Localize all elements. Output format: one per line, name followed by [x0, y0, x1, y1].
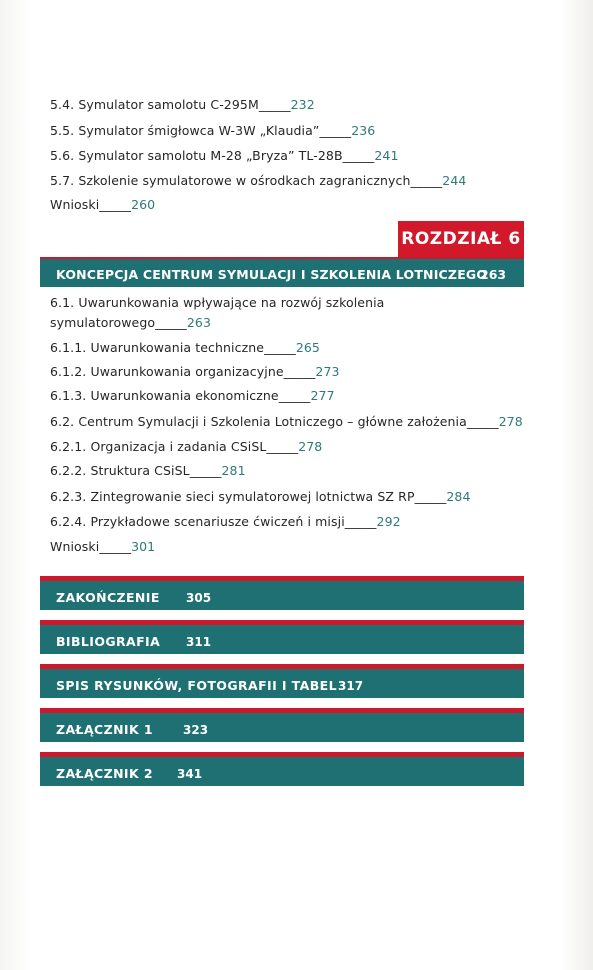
toc-entry-text: 6.2.2. Struktura CSiSL: [50, 463, 190, 478]
section-title: ZAŁĄCZNIK 2: [56, 766, 153, 781]
section-bar-zalacznik-1[interactable]: [40, 708, 524, 742]
toc-leader: _____: [319, 123, 352, 138]
toc-page-number: 278: [498, 414, 523, 429]
toc-page-number: 273: [315, 364, 340, 379]
toc-entry-6-1-1[interactable]: [50, 340, 320, 355]
section-title: ZAŁĄCZNIK 1: [56, 722, 153, 737]
section-page-number: 311: [186, 635, 212, 649]
toc-entry-text: 6.2.4. Przykładowe scenariusze ćwiczeń i misji: [50, 514, 345, 529]
toc-entry-6-1-3[interactable]: [50, 388, 335, 403]
toc-entry-text: Wnioski: [50, 539, 100, 554]
toc-entry-5-7[interactable]: [50, 173, 466, 188]
toc-leader: _____: [344, 514, 377, 529]
toc-page-number: 236: [351, 123, 376, 138]
toc-leader: _____: [258, 97, 291, 112]
toc-leader: _____: [99, 539, 132, 554]
toc-entry-6-1[interactable]: [50, 295, 384, 310]
toc-page-number: 277: [310, 388, 335, 403]
chapter-label: ROZDZIAŁ 6: [398, 221, 524, 257]
toc-page-number: 281: [221, 463, 246, 478]
chapter-page-number: 263: [480, 267, 507, 282]
chapter-title-bar[interactable]: [40, 257, 524, 287]
toc-entry-text: Wnioski: [50, 197, 100, 212]
toc-leader: _____: [189, 463, 222, 478]
toc-entry-6-2-1[interactable]: [50, 439, 322, 454]
toc-entry-text: 6.2.3. Zintegrowanie sieci symulatorowej lotnictwa SZ RP: [50, 489, 415, 504]
toc-page-number: 263: [186, 315, 212, 330]
toc-leader: _____: [99, 197, 132, 212]
section-bar-zalacznik-2[interactable]: [40, 752, 524, 786]
toc-page-number: 232: [290, 97, 315, 112]
toc-page-number: 278: [298, 439, 323, 454]
toc-leader: _____: [266, 439, 299, 454]
toc-page-number: 301: [131, 539, 156, 554]
toc-leader: _____: [466, 414, 499, 429]
toc-entry-6-2-3[interactable]: [50, 489, 471, 504]
chapter-title: KONCEPCJA CENTRUM SYMULACJI I SZKOLENIA LOTNICZEGO: [56, 267, 488, 282]
section-page-number: 305: [186, 591, 212, 605]
toc-entry-text: 5.6. Symulator samolotu M-28 „Bryza” TL-28B: [50, 148, 343, 163]
toc-entry-6-2-4[interactable]: [50, 514, 401, 529]
toc-leader: _____: [155, 315, 187, 330]
toc-page-number: 284: [446, 489, 471, 504]
section-title: ZAKOŃCZENIE: [56, 590, 160, 605]
toc-leader: _____: [342, 148, 375, 163]
section-title: BIBLIOGRAFIA: [56, 634, 161, 649]
toc-leader: _____: [410, 173, 443, 188]
toc-leader: _____: [278, 388, 311, 403]
toc-page-number: 241: [374, 148, 399, 163]
toc-entry-text: 5.7. Szkolenie symulatorowe w ośrodkach zagranicznych: [50, 173, 411, 188]
toc-entry-6-1-2[interactable]: [50, 364, 340, 379]
section-page-number: 323: [183, 723, 209, 737]
toc-page-number: 292: [376, 514, 401, 529]
toc-entry-text: 6.2. Centrum Symulacji i Szkolenia Lotniczego – główne założenia: [50, 414, 467, 429]
toc-entry-5-5[interactable]: [50, 123, 375, 138]
toc-entry-wnioski-5[interactable]: [50, 197, 155, 212]
toc-entry-text: 6.1.3. Uwarunkowania ekonomiczne: [50, 388, 279, 403]
toc-entry-6-2-2[interactable]: [50, 463, 246, 478]
toc-page-number: 260: [131, 197, 156, 212]
section-bar-bibliografia[interactable]: [40, 620, 524, 654]
section-bar-spis-rysunkow[interactable]: [40, 664, 524, 698]
section-bar-zakonczenie[interactable]: [40, 576, 524, 610]
toc-entry-6-1-cont[interactable]: [50, 315, 211, 330]
toc-entry-text: 6.1. Uwarunkowania wpływające na rozwój szkolenia: [50, 295, 385, 310]
toc-leader: _____: [283, 364, 316, 379]
section-page-number: 317: [338, 679, 364, 693]
section-title: SPIS RYSUNKÓW, FOTOGRAFII I TABEL: [56, 678, 337, 693]
toc-entry-text: 5.4. Symulator samolotu C-295M: [50, 97, 259, 112]
toc-entry-5-4[interactable]: [50, 97, 315, 112]
toc-entry-text: 6.2.1. Organizacja i zadania CSiSL: [50, 439, 267, 454]
toc-entry-wnioski-6[interactable]: [50, 539, 155, 554]
toc-entry-text: 5.5. Symulator śmigłowca W-3W „Klaudia”: [50, 123, 320, 138]
toc-entry-6-2[interactable]: [50, 414, 523, 429]
toc-leader: _____: [414, 489, 447, 504]
toc-entry-5-6[interactable]: [50, 148, 399, 163]
toc-page-number: 244: [442, 173, 467, 188]
toc-entry-text: 6.1.2. Uwarunkowania organizacyjne: [50, 364, 284, 379]
toc-entry-text: 6.1.1. Uwarunkowania techniczne: [50, 340, 265, 355]
toc-page-number: 265: [295, 340, 320, 355]
toc-entry-text: symulatorowego: [50, 315, 156, 330]
toc-leader: _____: [264, 340, 296, 355]
section-page-number: 341: [177, 767, 203, 781]
